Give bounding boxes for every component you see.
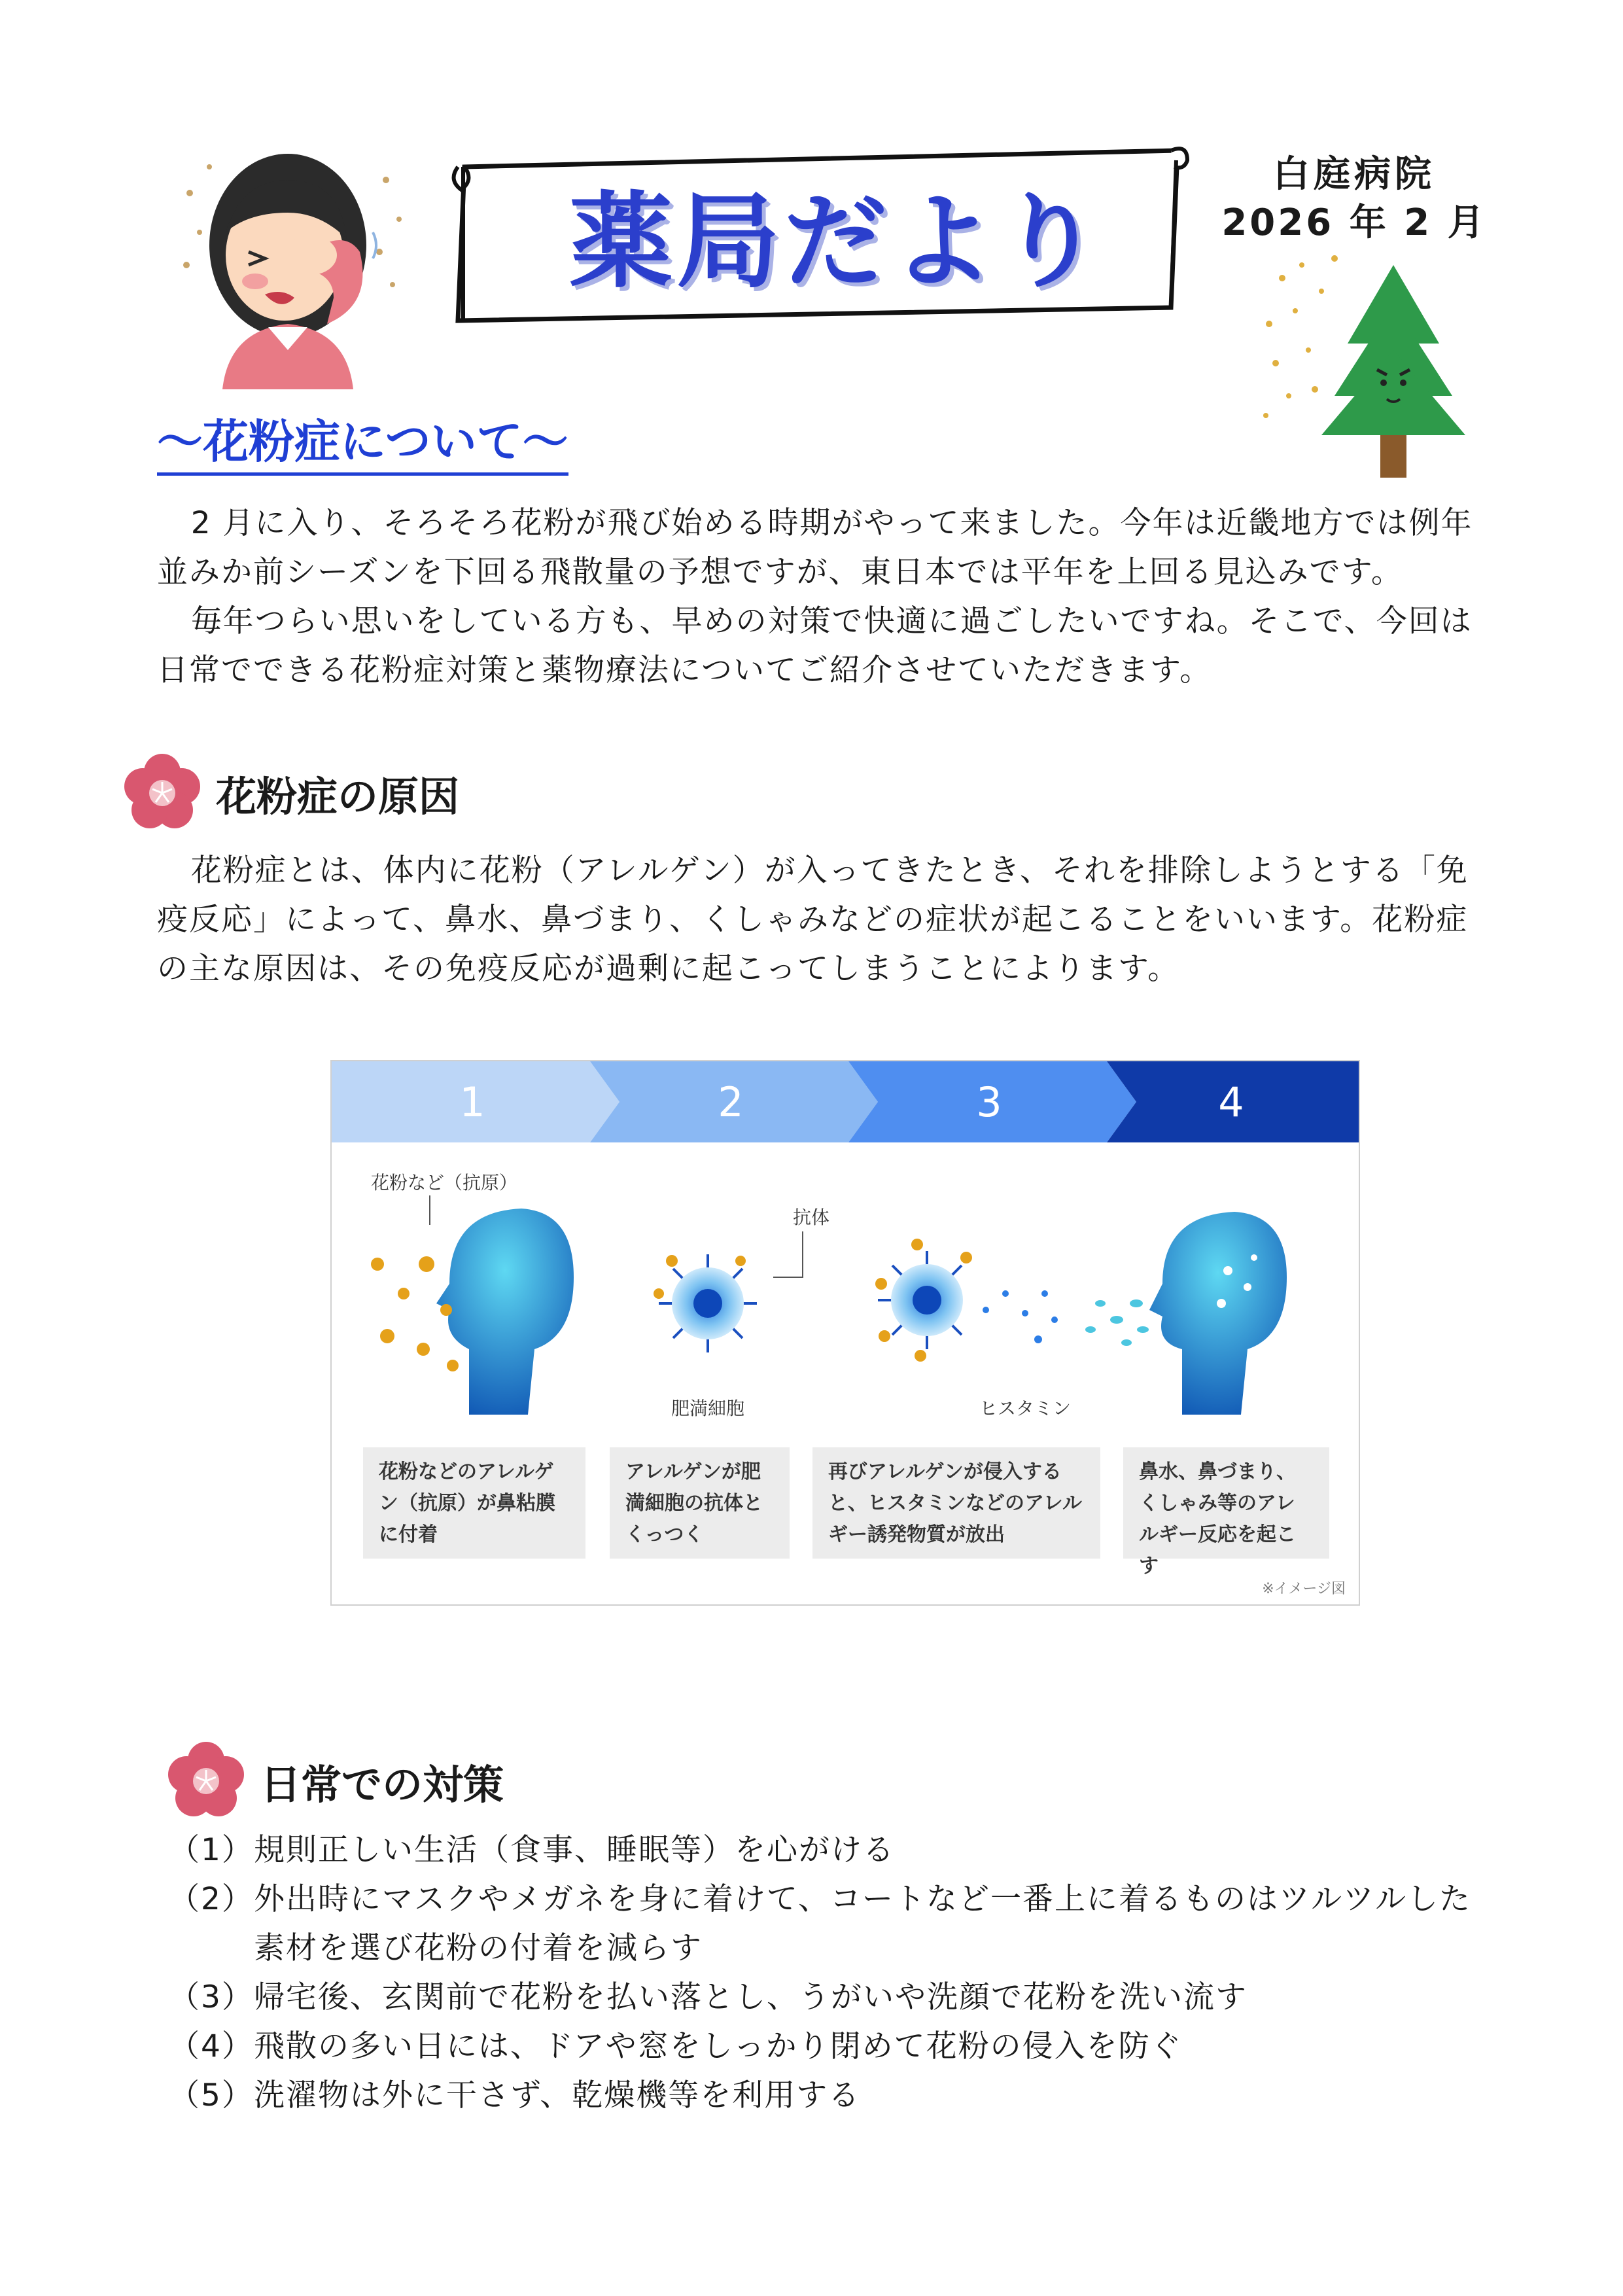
newsletter-title: 薬局だより bbox=[569, 182, 1106, 302]
mast-cell-label: 肥満細胞 bbox=[671, 1398, 745, 1419]
list-item-number: （1） bbox=[169, 1832, 254, 1868]
list-item-number: （3） bbox=[169, 1979, 254, 2015]
measures-heading: 日常での対策 bbox=[260, 1761, 504, 1809]
mast-cell-2 bbox=[654, 1254, 757, 1352]
hospital-name: 白庭病院 bbox=[1273, 153, 1435, 196]
list-item bbox=[169, 2071, 1477, 2120]
cause-paragraph: 花粉症とは、体内に花粉（アレルゲン）が入ってきたとき、それを排除しようとする「免疫反応」によって、鼻水、鼻づまり、くしゃみなどの症状が起こることをいいます。花粉症の主な原因は、その免疫反応が過剰に起こってしまうことによります。 bbox=[157, 853, 1469, 987]
list-item bbox=[169, 1973, 1477, 2022]
step-1-caption: 花粉などのアレルゲン（抗原）が鼻粘膜に付着 bbox=[363, 1447, 585, 1559]
list-item-text: 外出時にマスクやメガネを身に着けて、コートなど一番上に着るものはツルツルした素材を選び花粉の付着を減らす bbox=[254, 1881, 1472, 1966]
cedar-tree-illustration bbox=[1256, 252, 1472, 481]
cause-heading: 花粉症の原因 bbox=[216, 773, 460, 821]
measures-list bbox=[169, 1826, 1477, 2120]
intro-paragraph-1: 2 月に入り、そろそろ花粉が飛び始める時期がやって来ました。今年は近畿地方では例年並みか前シーズンを下回る飛散量の予想ですが、東日本では平年を上回る見込みです。 bbox=[157, 505, 1473, 590]
section-title: ～花粉症について～ bbox=[157, 414, 568, 476]
image-note: ※イメージ図 bbox=[1262, 1581, 1346, 1597]
head-silhouette-1 bbox=[436, 1209, 574, 1415]
list-item bbox=[169, 2022, 1477, 2071]
mast-cell-3 bbox=[875, 1239, 1058, 1362]
sneeze-droplets bbox=[1085, 1299, 1149, 1346]
list-item bbox=[169, 1826, 1477, 1875]
list-item-number: （4） bbox=[169, 2028, 254, 2064]
step-2-caption: アレルゲンが肥満細胞の抗体とくっつく bbox=[610, 1447, 790, 1559]
step-4-number: 4 bbox=[1218, 1078, 1244, 1126]
list-item-text: 飛散の多い日には、ドアや窓をしっかり閉めて花粉の侵入を防ぐ bbox=[254, 2028, 1183, 2064]
cause-text bbox=[157, 846, 1485, 993]
antigen-label: 花粉など（抗原） bbox=[371, 1172, 518, 1193]
plum-flower-icon bbox=[123, 752, 201, 831]
intro-paragraph-2: 毎年つらい思いをしている方も、早めの対策で快適に過ごしたいですね。そこで、今回は日常でできる花粉症対策と薬物療法についてご紹介させていただきます。 bbox=[157, 603, 1473, 688]
list-item-number: （5） bbox=[169, 2077, 254, 2113]
antibody-label: 抗体 bbox=[793, 1207, 830, 1228]
step-2-number: 2 bbox=[718, 1078, 744, 1126]
pollen-particles bbox=[371, 1256, 459, 1371]
step-1-number: 1 bbox=[459, 1078, 485, 1126]
intro-text bbox=[157, 499, 1485, 695]
sneezing-woman-illustration bbox=[177, 141, 412, 389]
issue-date: 2026 年 2 月 bbox=[1221, 202, 1487, 244]
step-3-number: 3 bbox=[976, 1078, 1002, 1126]
list-item-text: 規則正しい生活（食事、睡眠等）を心がける bbox=[254, 1832, 895, 1868]
list-item-number: （2） bbox=[169, 1881, 254, 1917]
head-silhouette-4 bbox=[1149, 1212, 1287, 1415]
step-3-caption: 再びアレルゲンが侵入すると、ヒスタミンなどのアレルギー誘発物質が放出 bbox=[812, 1447, 1100, 1559]
histamine-label: ヒスタミン bbox=[979, 1398, 1072, 1419]
list-item-text: 帰宅後、玄関前で花粉を払い落とし、うがいや洗顔で花粉を洗い流す bbox=[254, 1979, 1248, 2015]
plum-flower-icon bbox=[167, 1740, 245, 1819]
step-4-caption: 鼻水、鼻づまり、くしゃみ等のアレルギー反応を起こす bbox=[1123, 1447, 1329, 1559]
list-item bbox=[169, 1875, 1477, 1973]
allergy-mechanism-diagram bbox=[330, 1060, 1360, 1606]
list-item-text: 洗濯物は外に干さず、乾燥機等を利用する bbox=[254, 2077, 861, 2113]
